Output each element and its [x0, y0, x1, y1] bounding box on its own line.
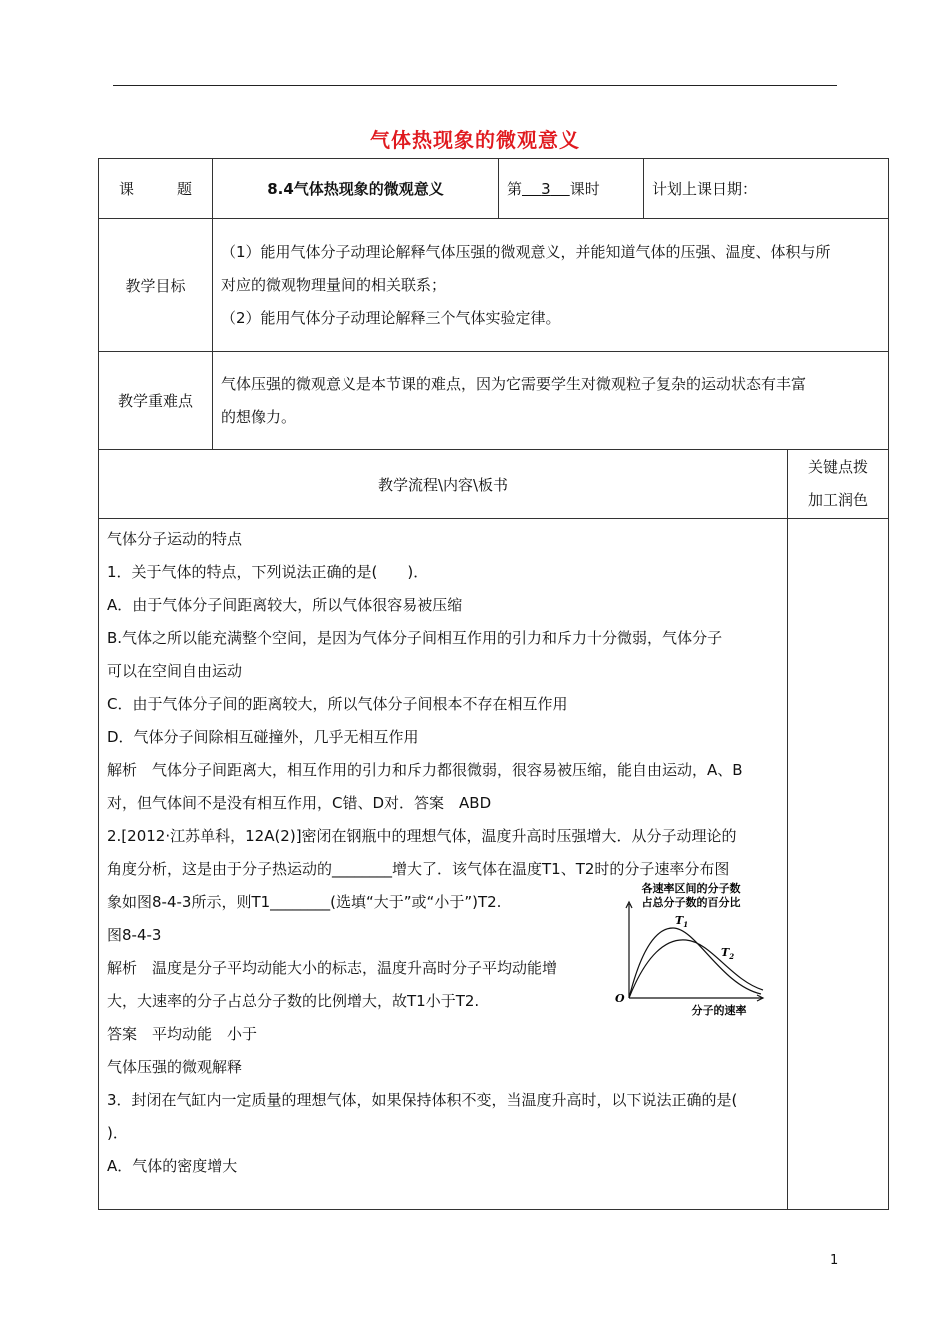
side-notes-cell [788, 519, 889, 1210]
period-value: 3 [541, 180, 551, 198]
curve-t1-label: $T_1$ [675, 914, 689, 929]
content-line: B.气体之所以能充满整个空间，是因为气体分子间相互作用的引力和斥力十分微弱，气体分子 [107, 629, 723, 647]
period-cell [499, 159, 644, 219]
figure-title-1: 各速率区间的分子数 [641, 882, 741, 895]
content-line: 可以在空间自由运动 [107, 662, 243, 680]
topic-label-b: 题 [176, 180, 192, 198]
side-label-1: 关键点拨 [808, 458, 869, 476]
content-line: A．由于气体分子间距离较大，所以气体很容易被压缩 [107, 596, 463, 614]
document-title: 气体热现象的微观意义 [370, 128, 580, 152]
side-label-2: 加工润色 [808, 491, 869, 509]
section-heading: 气体压强的微观解释 [107, 1058, 243, 1076]
objectives-label: 教学目标 [99, 219, 213, 352]
content-line: 解析 气体分子间距离大，相互作用的引力和斥力都很微弱，很容易被压缩，能自由运动，A、B [107, 761, 743, 779]
curve-t1 [629, 928, 761, 998]
figure-x-label: 分子的速率 [691, 1004, 747, 1017]
topic-label-a: 课 [119, 180, 135, 198]
content-line: 解析 温度是分子平均动能大小的标志，温度升高时分子平均动能增 [107, 959, 558, 977]
objective-line: （1）能用气体分子动理论解释气体压强的微观意义，并能知道气体的压强、温度、体积与所 [221, 242, 831, 261]
curve-t2 [629, 940, 763, 998]
content-line: )． [107, 1124, 128, 1142]
objective-line: 对应的微观物理量间的相关联系； [221, 275, 447, 294]
content-line: C．由于气体分子间的距离较大，所以气体分子间根本不存在相互作用 [107, 695, 568, 713]
period-prefix: 第 [507, 180, 523, 198]
content-line: 大，大速率的分子占总分子数的比例增大，故T1小于T2. [107, 992, 480, 1010]
content-line: 2.[2012·江苏单科，12A(2)]密闭在钢瓶中的理想气体，温度升高时压强增大．从分子动理论的 [107, 827, 737, 845]
lesson-plan-table [98, 158, 889, 1210]
side-header [788, 450, 889, 519]
content-line: A．气体的密度增大 [107, 1157, 238, 1175]
content-line: 答案 平均动能 小于 [107, 1025, 258, 1043]
header-rule [113, 85, 837, 86]
content-line: 3．封闭在气缸内一定质量的理想气体，如果保持体积不变，当温度升高时，以下说法正确的是( [107, 1091, 738, 1109]
plan-date-label: 计划上课日期： [644, 159, 889, 219]
content-line: 对，但气体间不是没有相互作用，C错、D对．答案 ABD [107, 794, 492, 812]
page-number: 1 [830, 1253, 839, 1268]
section-heading: 气体分子运动的特点 [107, 530, 243, 548]
period-suffix: 课时 [569, 180, 600, 198]
content-cell [99, 519, 788, 1210]
content-line: 象如图8-4-3所示，则T1________(选填“大于”或“小于”)T2. [107, 893, 502, 911]
objectives-text [213, 219, 889, 352]
figure-title-2: 占总分子数的百分比 [641, 896, 741, 909]
content-line: 1．关于气体的特点，下列说法正确的是( )． [107, 563, 429, 581]
topic-label-cell [99, 159, 213, 219]
figure-origin: O [615, 992, 625, 1005]
curve-t2-label: $T_2$ [721, 946, 735, 961]
content-line: 角度分析，这是由于分子热运动的________增大了．该气体在温度T1、T2时的分子速率分布图 [107, 860, 730, 878]
key-points-text [213, 352, 889, 450]
topic-value: 8.4气体热现象的微观意义 [213, 159, 499, 219]
figure-caption: 图8-4-3 [107, 926, 162, 944]
speed-distribution-figure [611, 880, 771, 1018]
flow-header: 教学流程\内容\板书 [99, 450, 788, 519]
key-points-label: 教学重难点 [99, 352, 213, 450]
period-value-field [522, 180, 570, 198]
objective-line: （2）能用气体分子动理论解释三个气体实验定律。 [221, 308, 561, 327]
key-point-line: 气体压强的微观意义是本节课的难点，因为它需要学生对微观粒子复杂的运动状态有丰富 [221, 374, 807, 393]
key-point-line: 的想像力。 [221, 407, 297, 426]
content-line: D．气体分子间除相互碰撞外，几乎无相互作用 [107, 728, 419, 746]
